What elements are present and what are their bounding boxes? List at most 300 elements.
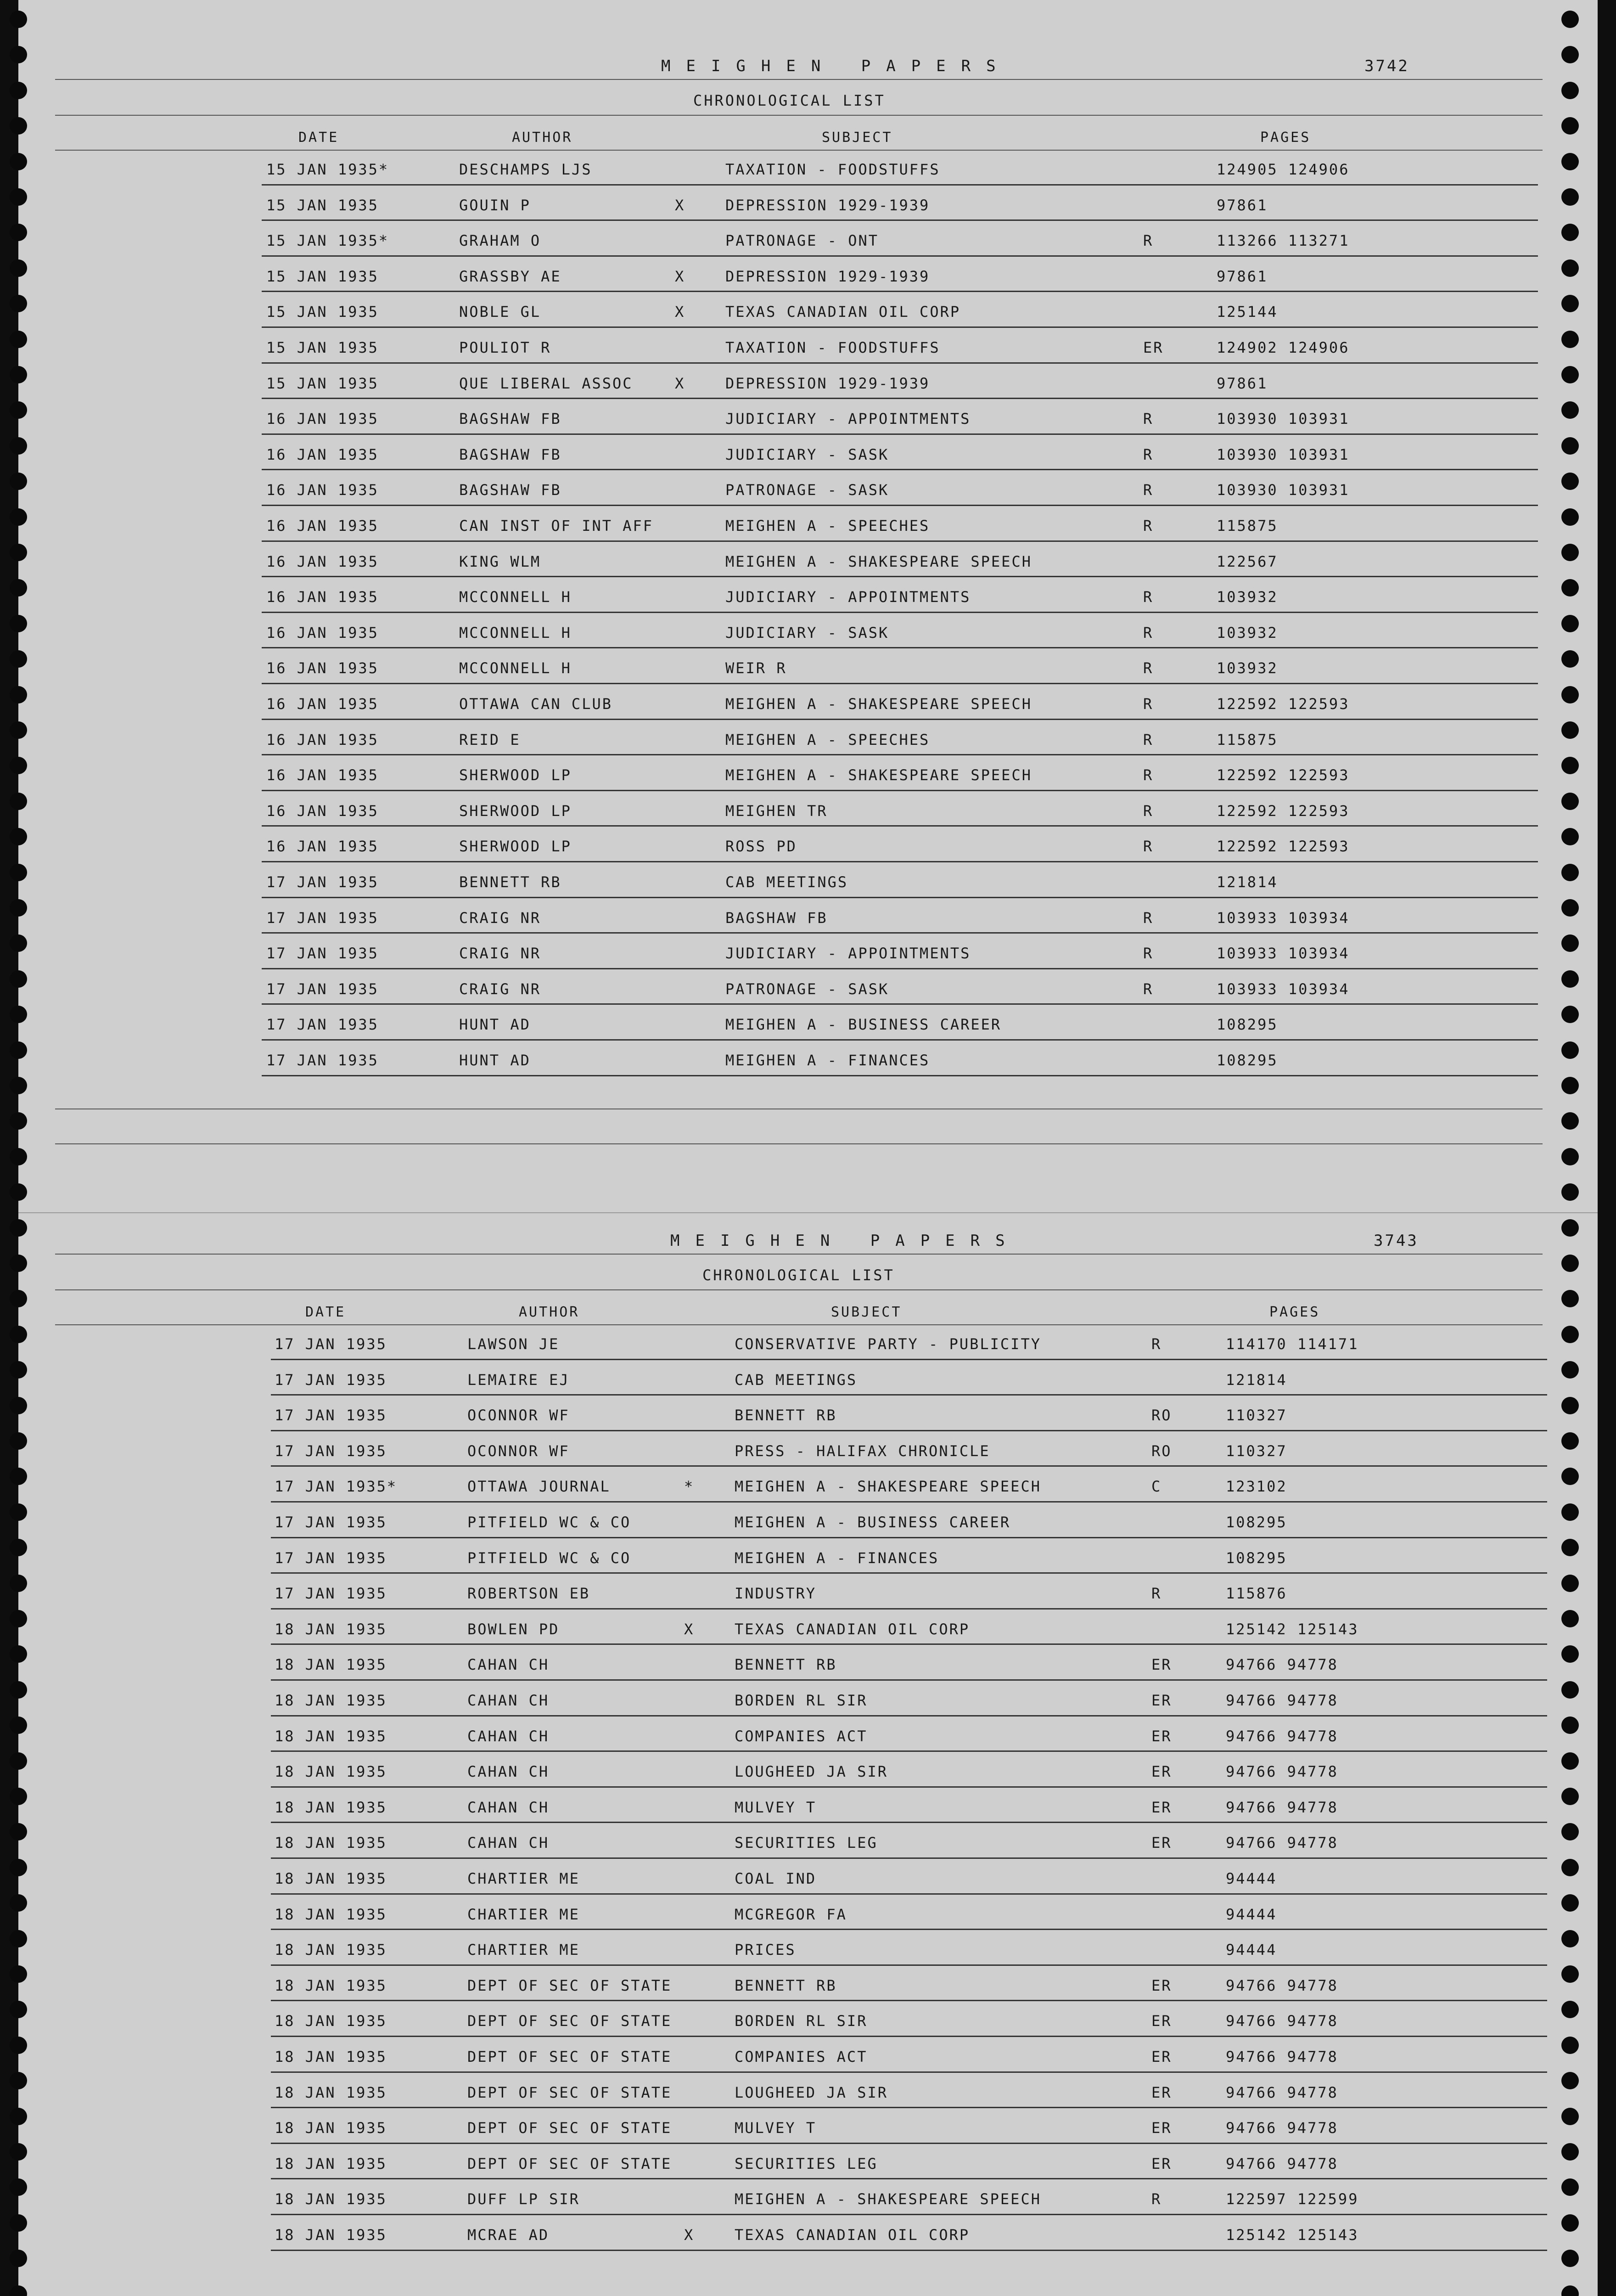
row-date: 15 JAN 1935	[266, 374, 379, 392]
row-code: ER	[1151, 1798, 1172, 1816]
row-author: POULIOT R	[459, 339, 551, 356]
tractor-hole	[10, 2285, 27, 2296]
row-author: PITFIELD WC & CO	[467, 1549, 631, 1567]
row-pages: 121814	[1226, 1371, 1287, 1389]
sheet-footer-rule	[55, 1143, 1543, 1144]
row-code: ER	[1151, 2012, 1172, 2030]
row-date: 18 JAN 1935	[275, 1834, 387, 1852]
row-subject: MCGREGOR FA	[735, 1905, 847, 1923]
list-row	[0, 1538, 1616, 1574]
row-date: 16 JAN 1935	[266, 802, 379, 820]
row-author: CAHAN CH	[467, 1798, 550, 1816]
row-date: 18 JAN 1935	[275, 1763, 387, 1781]
row-code: ER	[1151, 1727, 1172, 1745]
row-subject: MEIGHEN A - BUSINESS CAREER	[725, 1016, 1002, 1034]
list-row	[0, 542, 1616, 578]
tractor-hole	[10, 1148, 27, 1165]
row-date: 15 JAN 1935	[266, 339, 379, 356]
row-mark: *	[684, 1478, 695, 1496]
row-code: R	[1151, 2190, 1162, 2208]
row-pages: 108295	[1217, 1016, 1278, 1034]
tractor-hole	[1561, 2250, 1579, 2267]
tractor-hole	[1561, 11, 1579, 28]
row-pages: 94766 94778	[1226, 1656, 1338, 1674]
row-author: DEPT OF SEC OF STATE	[467, 2083, 672, 2101]
list-row	[0, 1467, 1616, 1503]
row-author: DEPT OF SEC OF STATE	[467, 2012, 672, 2030]
row-date: 17 JAN 1935	[266, 945, 379, 962]
row-code: ER	[1151, 1834, 1172, 1852]
tractor-hole	[1561, 1112, 1579, 1130]
row-author: GRAHAM O	[459, 232, 541, 250]
list-row	[0, 613, 1616, 649]
row-code: R	[1143, 731, 1154, 748]
row-date: 18 JAN 1935	[275, 2012, 387, 2030]
list-row	[0, 1431, 1616, 1467]
row-pages: 113266 113271	[1217, 232, 1350, 250]
row-pages: 103932	[1217, 659, 1278, 677]
row-date: 16 JAN 1935	[266, 481, 379, 499]
tractor-hole	[1561, 82, 1579, 99]
list-row	[0, 1005, 1616, 1041]
tractor-hole	[1561, 1183, 1579, 1201]
row-author: GRASSBY AE	[459, 267, 561, 285]
row-author: REID E	[459, 731, 521, 748]
row-rule	[262, 1075, 1538, 1076]
row-date: 18 JAN 1935	[275, 1798, 387, 1816]
row-pages: 97861	[1217, 374, 1268, 392]
row-pages: 94444	[1226, 1941, 1277, 1959]
row-author: MCCONNELL H	[459, 588, 572, 606]
row-code: ER	[1151, 1976, 1172, 1994]
row-author: CAHAN CH	[467, 1834, 550, 1852]
row-rule	[271, 2250, 1547, 2251]
list-row	[0, 186, 1616, 221]
row-date: 18 JAN 1935	[275, 1727, 387, 1745]
sheet-subtitle: CHRONOLOGICAL LIST	[702, 1266, 895, 1284]
row-author: CAHAN CH	[467, 1656, 550, 1674]
column-header-date: DATE	[305, 1304, 346, 1320]
row-date: 17 JAN 1935	[275, 1442, 387, 1460]
list-row	[0, 969, 1616, 1005]
row-author: OCONNOR WF	[467, 1407, 570, 1424]
list-row	[0, 328, 1616, 364]
tractor-hole	[10, 1112, 27, 1130]
header-rule	[55, 79, 1543, 80]
list-row	[0, 1681, 1616, 1716]
list-row	[0, 2179, 1616, 2215]
row-date: 16 JAN 1935	[266, 588, 379, 606]
row-author: DUFF LP SIR	[467, 2190, 580, 2208]
list-row	[0, 1752, 1616, 1788]
row-code: R	[1143, 838, 1154, 855]
row-date: 17 JAN 1935	[266, 980, 379, 998]
row-pages: 110327	[1226, 1407, 1287, 1424]
row-date: 17 JAN 1935	[275, 1371, 387, 1389]
tractor-hole	[1561, 1290, 1579, 1307]
row-date: 17 JAN 1935	[275, 1549, 387, 1567]
row-author: DEPT OF SEC OF STATE	[467, 2119, 672, 2137]
tractor-hole	[1561, 1077, 1579, 1094]
row-subject: JUDICIARY - APPOINTMENTS	[725, 410, 971, 428]
column-header-date: DATE	[298, 129, 339, 146]
tractor-hole	[10, 1077, 27, 1094]
list-row	[0, 934, 1616, 969]
column-header-author: AUTHOR	[512, 129, 573, 146]
row-date: 18 JAN 1935	[275, 1656, 387, 1674]
row-pages: 125144	[1217, 303, 1278, 321]
row-subject: BENNETT RB	[735, 1976, 837, 1994]
row-date: 15 JAN 1935	[266, 267, 379, 285]
row-date: 18 JAN 1935	[275, 2119, 387, 2137]
row-subject: TEXAS CANADIAN OIL CORP	[735, 1620, 970, 1638]
row-code: ER	[1151, 1763, 1172, 1781]
row-author: CHARTIER ME	[467, 1905, 580, 1923]
tractor-hole	[10, 2250, 27, 2267]
row-subject: DEPRESSION 1929-1939	[725, 374, 930, 392]
row-pages: 94444	[1226, 1870, 1277, 1887]
row-date: 16 JAN 1935	[266, 695, 379, 713]
row-subject: MEIGHEN A - SHAKESPEARE SPEECH	[735, 1478, 1041, 1496]
row-date: 17 JAN 1935	[275, 1407, 387, 1424]
tractor-hole	[10, 82, 27, 99]
row-subject: BAGSHAW FB	[725, 909, 828, 927]
row-author: BAGSHAW FB	[459, 445, 561, 463]
row-author: LEMAIRE EJ	[467, 1371, 570, 1389]
row-pages: 94766 94778	[1226, 2119, 1338, 2137]
row-date: 18 JAN 1935	[275, 1870, 387, 1887]
row-subject: MEIGHEN A - FINANCES	[735, 1549, 939, 1567]
row-subject: SECURITIES LEG	[735, 1834, 878, 1852]
row-code: ER	[1151, 2083, 1172, 2101]
row-date: 16 JAN 1935	[266, 731, 379, 748]
list-row	[0, 1574, 1616, 1609]
list-row	[0, 1716, 1616, 1752]
row-code: R	[1143, 659, 1154, 677]
row-subject: JUDICIARY - APPOINTMENTS	[725, 945, 971, 962]
row-pages: 115876	[1226, 1585, 1287, 1603]
row-pages: 94766 94778	[1226, 1798, 1338, 1816]
column-header-pages: PAGES	[1260, 129, 1311, 146]
list-row	[0, 1609, 1616, 1645]
row-author: CRAIG NR	[459, 980, 541, 998]
row-subject: ROSS PD	[725, 838, 797, 855]
list-row	[0, 648, 1616, 684]
list-row	[0, 257, 1616, 293]
row-pages: 94766 94778	[1226, 2083, 1338, 2101]
row-code: R	[1143, 909, 1154, 927]
row-date: 18 JAN 1935	[275, 1976, 387, 1994]
row-author: DESCHAMPS LJS	[459, 161, 592, 178]
row-pages: 125142 125143	[1226, 2226, 1359, 2244]
tractor-hole	[1561, 46, 1579, 63]
row-subject: COAL IND	[735, 1870, 817, 1887]
list-row	[0, 862, 1616, 898]
list-row	[0, 720, 1616, 756]
tractor-hole	[10, 1219, 27, 1237]
row-subject: DEPRESSION 1929-1939	[725, 196, 930, 214]
row-date: 16 JAN 1935	[266, 659, 379, 677]
row-author: BAGSHAW FB	[459, 481, 561, 499]
row-pages: 115875	[1217, 731, 1278, 748]
list-row	[0, 2001, 1616, 2037]
row-subject: TAXATION - FOODSTUFFS	[725, 339, 940, 356]
list-row	[0, 684, 1616, 720]
row-subject: SECURITIES LEG	[735, 2155, 878, 2172]
row-date: 16 JAN 1935	[266, 766, 379, 784]
row-pages: 97861	[1217, 267, 1268, 285]
row-date: 18 JAN 1935	[275, 1905, 387, 1923]
row-author: OCONNOR WF	[467, 1442, 570, 1460]
row-subject: MEIGHEN A - SHAKESPEARE SPEECH	[725, 766, 1032, 784]
row-subject: MEIGHEN A - SHAKESPEARE SPEECH	[735, 2190, 1041, 2208]
list-row	[0, 364, 1616, 400]
list-row	[0, 1895, 1616, 1930]
row-code: R	[1151, 1335, 1162, 1353]
row-subject: PATRONAGE - SASK	[725, 980, 889, 998]
sheet-number: 3742	[1364, 57, 1409, 75]
list-row	[0, 292, 1616, 328]
row-author: DEPT OF SEC OF STATE	[467, 2048, 672, 2065]
row-date: 18 JAN 1935	[275, 2190, 387, 2208]
row-subject: MEIGHEN A - BUSINESS CAREER	[735, 1514, 1011, 1531]
row-date: 16 JAN 1935	[266, 410, 379, 428]
list-row	[0, 1930, 1616, 1966]
row-pages: 122592 122593	[1217, 766, 1350, 784]
row-subject: BENNETT RB	[735, 1656, 837, 1674]
row-date: 16 JAN 1935	[266, 838, 379, 855]
row-subject: MEIGHEN TR	[725, 802, 828, 820]
row-subject: LOUGHEED JA SIR	[735, 2083, 888, 2101]
row-mark: X	[675, 196, 685, 214]
tractor-hole	[1561, 117, 1579, 135]
row-pages: 103930 103931	[1217, 410, 1350, 428]
row-pages: 122592 122593	[1217, 838, 1350, 855]
row-subject: INDUSTRY	[735, 1585, 817, 1603]
row-subject: LOUGHEED JA SIR	[735, 1763, 888, 1781]
row-code: ER	[1151, 1656, 1172, 1674]
row-author: HUNT AD	[459, 1052, 531, 1069]
row-author: CAHAN CH	[467, 1692, 550, 1709]
row-date: 17 JAN 1935*	[275, 1478, 398, 1496]
row-pages: 125142 125143	[1226, 1620, 1359, 1638]
row-pages: 94766 94778	[1226, 2155, 1338, 2172]
row-author: DEPT OF SEC OF STATE	[467, 1976, 672, 1994]
row-subject: MEIGHEN A - SPEECHES	[725, 731, 930, 748]
row-code: RO	[1151, 1407, 1172, 1424]
column-header-subject: SUBJECT	[822, 129, 893, 146]
row-code: C	[1151, 1478, 1162, 1496]
page-perforation	[18, 1212, 1598, 1213]
row-pages: 94444	[1226, 1905, 1277, 1923]
row-author: BOWLEN PD	[467, 1620, 560, 1638]
row-author: KING WLM	[459, 552, 541, 570]
column-header-pages: PAGES	[1269, 1304, 1320, 1320]
row-date: 18 JAN 1935	[275, 2155, 387, 2172]
row-date: 15 JAN 1935*	[266, 161, 389, 178]
row-code: R	[1143, 517, 1154, 535]
row-code: ER	[1151, 2155, 1172, 2172]
list-row	[0, 1823, 1616, 1859]
row-date: 17 JAN 1935	[275, 1514, 387, 1531]
row-author: CHARTIER ME	[467, 1870, 580, 1887]
row-code: ER	[1151, 2048, 1172, 2065]
sheet-subtitle: CHRONOLOGICAL LIST	[693, 92, 886, 109]
row-mark: X	[675, 374, 685, 392]
row-author: HUNT AD	[459, 1016, 531, 1034]
row-author: CHARTIER ME	[467, 1941, 580, 1959]
row-date: 15 JAN 1935	[266, 196, 379, 214]
row-subject: CAB MEETINGS	[725, 873, 848, 891]
row-author: MCRAE AD	[467, 2226, 550, 2244]
row-author: OTTAWA CAN CLUB	[459, 695, 612, 713]
list-row	[0, 435, 1616, 471]
tractor-hole	[1561, 1219, 1579, 1237]
header-rule	[55, 1254, 1543, 1255]
list-row	[0, 2073, 1616, 2109]
row-pages: 94766 94778	[1226, 1692, 1338, 1709]
row-date: 18 JAN 1935	[275, 2048, 387, 2065]
row-date: 16 JAN 1935	[266, 552, 379, 570]
row-subject: MEIGHEN A - FINANCES	[725, 1052, 930, 1069]
row-author: MCCONNELL H	[459, 659, 572, 677]
row-pages: 94766 94778	[1226, 1976, 1338, 1994]
row-code: R	[1143, 588, 1154, 606]
tractor-hole	[10, 1255, 27, 1272]
row-code: ER	[1143, 339, 1164, 356]
row-pages: 97861	[1217, 196, 1268, 214]
row-subject: TEXAS CANADIAN OIL CORP	[725, 303, 961, 321]
list-row	[0, 399, 1616, 435]
row-author: BAGSHAW FB	[459, 410, 561, 428]
row-code: ER	[1151, 2119, 1172, 2137]
row-code: R	[1143, 481, 1154, 499]
row-subject: PRESS - HALIFAX CHRONICLE	[735, 1442, 990, 1460]
list-row	[0, 1503, 1616, 1538]
row-author: SHERWOOD LP	[459, 766, 572, 784]
row-pages: 108295	[1217, 1052, 1278, 1069]
row-subject: JUDICIARY - APPOINTMENTS	[725, 588, 971, 606]
row-pages: 124905 124906	[1217, 161, 1350, 178]
row-date: 16 JAN 1935	[266, 517, 379, 535]
row-pages: 114170 114171	[1226, 1335, 1359, 1353]
row-date: 17 JAN 1935	[275, 1335, 387, 1353]
list-row	[0, 898, 1616, 934]
row-date: 17 JAN 1935	[266, 1016, 379, 1034]
list-row	[0, 827, 1616, 862]
row-code: R	[1143, 232, 1154, 250]
row-author: SHERWOOD LP	[459, 802, 572, 820]
row-code: R	[1143, 945, 1154, 962]
list-row	[0, 2144, 1616, 2180]
row-pages: 110327	[1226, 1442, 1287, 1460]
tractor-hole	[1561, 2285, 1579, 2296]
row-code: R	[1143, 695, 1154, 713]
row-subject: CONSERVATIVE PARTY - PUBLICITY	[735, 1335, 1041, 1353]
row-pages: 108295	[1226, 1549, 1287, 1567]
row-subject: PATRONAGE - ONT	[725, 232, 879, 250]
row-pages: 115875	[1217, 517, 1278, 535]
row-subject: BORDEN RL SIR	[735, 2012, 868, 2030]
row-code: R	[1143, 624, 1154, 642]
list-row	[0, 577, 1616, 613]
row-pages: 121814	[1217, 873, 1278, 891]
row-author: ROBERTSON EB	[467, 1585, 590, 1603]
row-pages: 124902 124906	[1217, 339, 1350, 356]
row-code: R	[1143, 445, 1154, 463]
row-author: MCCONNELL H	[459, 624, 572, 642]
row-code: R	[1143, 980, 1154, 998]
row-date: 17 JAN 1935	[266, 873, 379, 891]
tractor-hole	[10, 1290, 27, 1307]
row-code: ER	[1151, 1692, 1172, 1709]
row-pages: 122567	[1217, 552, 1278, 570]
header-rule	[55, 1289, 1543, 1290]
row-author: CAN INST OF INT AFF	[459, 517, 654, 535]
row-code: RO	[1151, 1442, 1172, 1460]
row-mark: X	[675, 267, 685, 285]
row-pages: 94766 94778	[1226, 1763, 1338, 1781]
row-date: 17 JAN 1935	[275, 1585, 387, 1603]
row-date: 15 JAN 1935*	[266, 232, 389, 250]
row-subject: COMPANIES ACT	[735, 2048, 868, 2065]
row-pages: 103930 103931	[1217, 445, 1350, 463]
row-subject: MULVEY T	[735, 1798, 817, 1816]
row-author: DEPT OF SEC OF STATE	[467, 2155, 672, 2172]
row-pages: 122592 122593	[1217, 802, 1350, 820]
list-row	[0, 150, 1616, 186]
row-date: 16 JAN 1935	[266, 445, 379, 463]
sheet-title: MEIGHEN PAPERS	[661, 57, 1011, 75]
row-subject: BORDEN RL SIR	[735, 1692, 868, 1709]
list-row	[0, 1360, 1616, 1396]
row-author: QUE LIBERAL ASSOC	[459, 374, 633, 392]
row-pages: 94766 94778	[1226, 2048, 1338, 2065]
row-date: 16 JAN 1935	[266, 624, 379, 642]
sheet-number: 3743	[1374, 1232, 1419, 1250]
tractor-hole	[1561, 1148, 1579, 1165]
row-subject: TAXATION - FOODSTUFFS	[725, 161, 940, 178]
row-subject: DEPRESSION 1929-1939	[725, 267, 930, 285]
list-row	[0, 2037, 1616, 2073]
tractor-hole	[1561, 1255, 1579, 1272]
list-row	[0, 470, 1616, 506]
row-subject: WEIR R	[725, 659, 787, 677]
row-code: R	[1143, 766, 1154, 784]
row-author: SHERWOOD LP	[459, 838, 572, 855]
row-pages: 103933 103934	[1217, 909, 1350, 927]
list-row	[0, 1396, 1616, 1431]
row-subject: COMPANIES ACT	[735, 1727, 868, 1745]
row-author: NOBLE GL	[459, 303, 541, 321]
sheet-title: MEIGHEN PAPERS	[670, 1232, 1021, 1250]
row-date: 18 JAN 1935	[275, 2083, 387, 2101]
row-date: 17 JAN 1935	[266, 909, 379, 927]
row-pages: 123102	[1226, 1478, 1287, 1496]
row-author: BENNETT RB	[459, 873, 561, 891]
row-date: 17 JAN 1935	[266, 1052, 379, 1069]
list-row	[0, 791, 1616, 827]
row-subject: BENNETT RB	[735, 1407, 837, 1424]
row-author: CAHAN CH	[467, 1763, 550, 1781]
row-pages: 122592 122593	[1217, 695, 1350, 713]
row-pages: 122597 122599	[1226, 2190, 1359, 2208]
column-header-author: AUTHOR	[519, 1304, 580, 1320]
list-row	[0, 2108, 1616, 2144]
row-pages: 94766 94778	[1226, 1834, 1338, 1852]
row-subject: MEIGHEN A - SHAKESPEARE SPEECH	[725, 695, 1032, 713]
row-code: R	[1143, 802, 1154, 820]
